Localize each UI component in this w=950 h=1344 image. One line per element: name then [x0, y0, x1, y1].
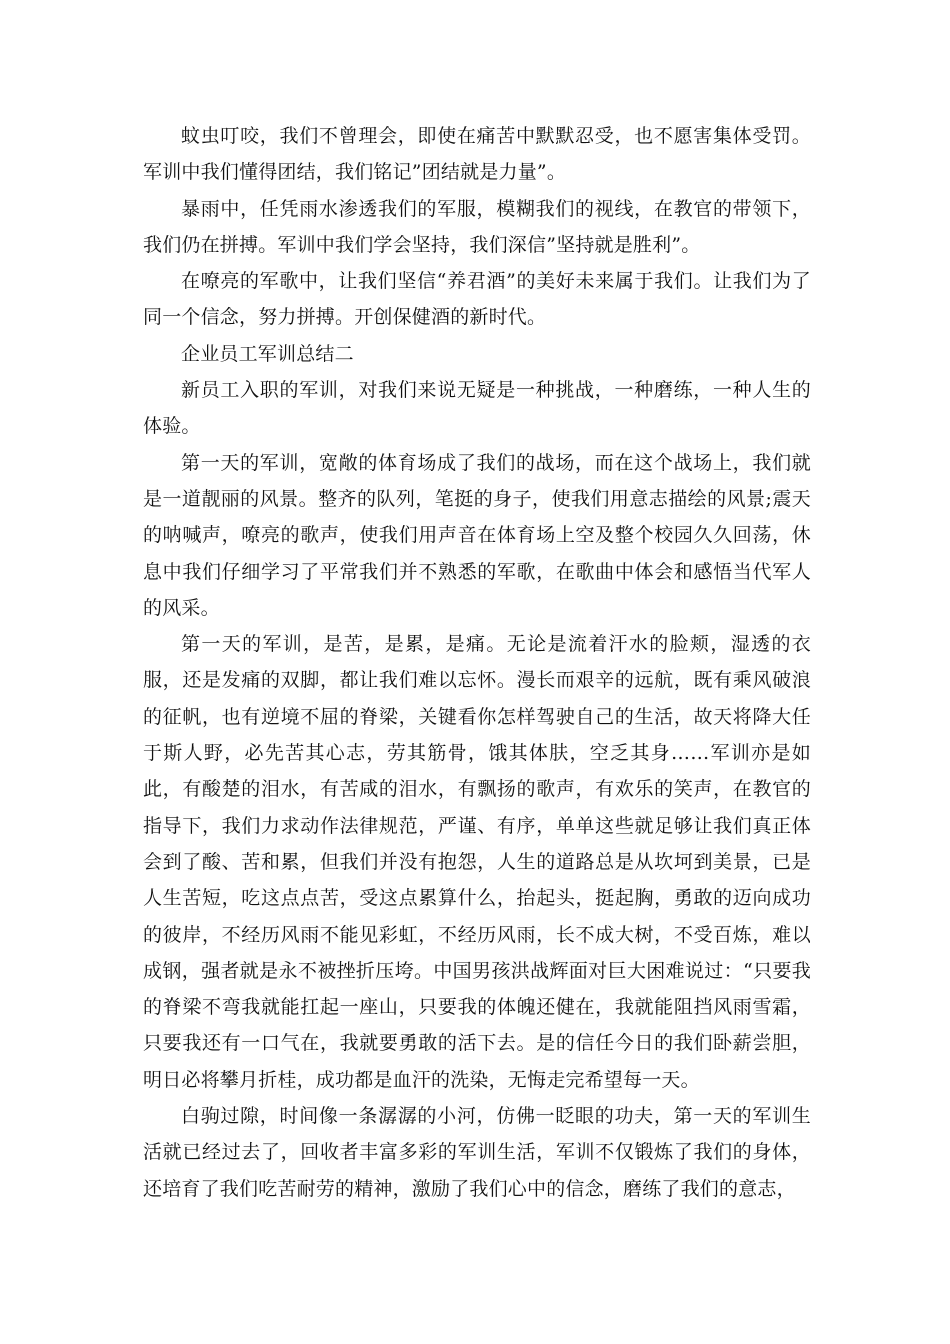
- paragraph-2: 暴雨中，任凭雨水渗透我们的军服，模糊我们的视线，在教官的带领下，我们仍在拼搏。军训中我们学会坚持，我们深信”坚持就是胜利”。: [143, 197, 811, 256]
- document-body: [143, 118, 811, 1207]
- paragraph-4: 新员工入职的军训，对我们来说无疑是一种挑战，一种磨练，一种人生的体验。: [143, 379, 811, 438]
- paragraph-7: 白驹过隙，时间像一条潺潺的小河，仿佛一眨眼的功夫，第一天的军训生活就已经过去了，回收者丰富多彩的军训生活，军训不仅锻炼了我们的身体，还培育了我们吃苦耐劳的精神，激励了我们心中的信念，磨练了我们的意志，: [143, 1105, 811, 1200]
- paragraph-6: 第一天的军训，是苦，是累，是痛。无论是流着汗水的脸颊，湿透的衣服，还是发痛的双脚，都让我们难以忘怀。漫长而艰辛的远航，既有乘风破浪的征帆，也有逆境不屈的脊梁，关键看你怎样驾驶自己的生活，故天将降大任于斯人野，必先苦其心志，劳其筋骨，饿其体肤，空乏其身……军训亦是如此，有酸楚的泪水，有苦咸的泪水，有飘扬的歌声，有欢乐的笑声，在教官的指导下，我们力求动作法律规范，严谨、有序，单单这些就足够让我们真正体会到了酸、苦和累，但我们并没有抱怨，人生的道路总是从坎坷到美景，已是人生苦短，吃这点点苦，受这点累算什么，抬起头，挺起胸，勇敢的迈向成功的彼岸，不经历风雨不能见彩虹，不经历风雨，长不成大树，不受百炼，难以成钢，强者就是永不被挫折压垮。中国男孩洪战辉面对巨大困难说过：“只要我的脊梁不弯我就能扛起一座山，只要我的体魄还健在，我就能阻挡风雨雪霜，只要我还有一口气在，我就要勇敢的活下去。是的信任今日的我们卧薪尝胆，明日必将攀月折桂，成功都是血汗的洗染，无悔走完希望每一天。: [143, 633, 811, 1091]
- paragraph-1: 蚊虫叮咬，我们不曾理会，即使在痛苦中默默忍受，也不愿害集体受罚。军训中我们懂得团结，我们铭记”团结就是力量”。: [143, 125, 811, 184]
- paragraph-3: 在嘹亮的军歌中，让我们坚信“养君酒”的美好未来属于我们。让我们为了同一个信念，努力拼搏。开创保健酒的新时代。: [143, 270, 811, 329]
- paragraph-5: 第一天的军训，宽敞的体育场成了我们的战场，而在这个战场上，我们就是一道靓丽的风景。整齐的队列，笔挺的身子，使我们用意志描绘的风景;震天的呐喊声，嘹亮的歌声，使我们用声音在体育场上空及整个校园久久回荡，休息中我们仔细学习了平常我们并不熟悉的军歌，在歌曲中体会和感悟当代军人的风采。: [143, 451, 811, 619]
- section-heading: 企业员工军训总结二: [181, 342, 354, 365]
